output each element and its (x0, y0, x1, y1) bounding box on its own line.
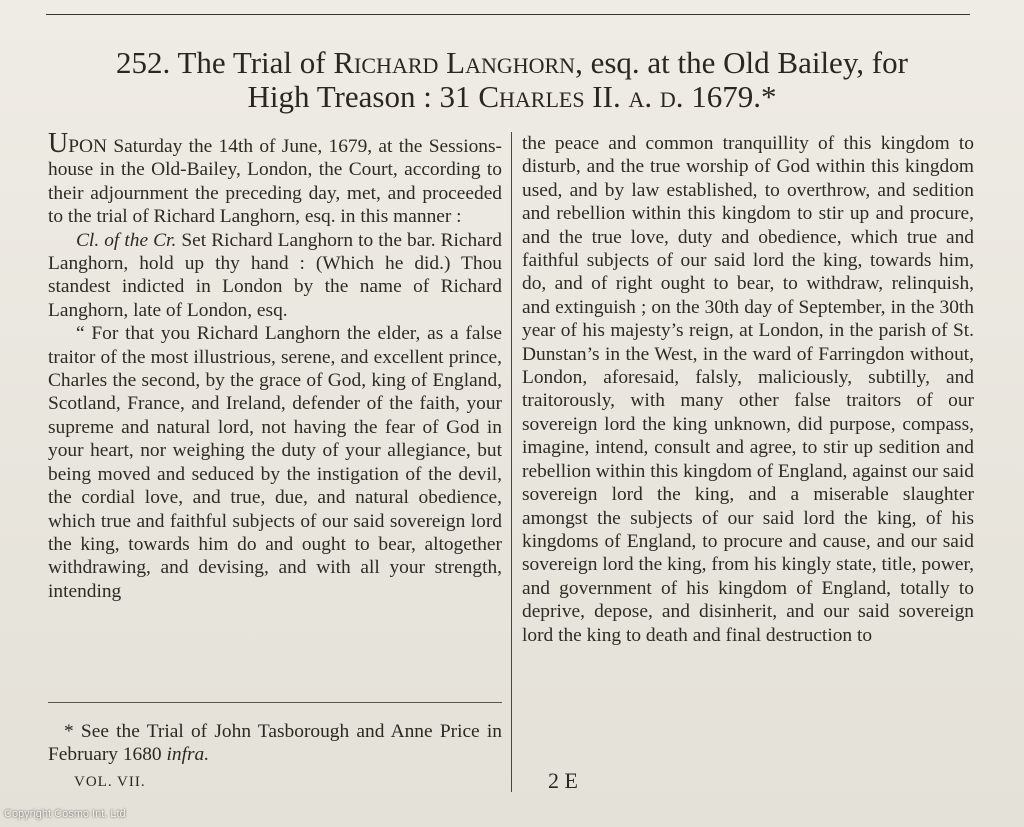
paragraph-opening (48, 128, 502, 229)
anno-domini: a. d. (628, 79, 684, 114)
drop-cap: U (48, 128, 69, 159)
king-name: Charles II. (478, 79, 621, 114)
clerk-text: Set Richard Langhorn to the bar. Richard Langhorn, hold up thy hand : (Which he did.) Thou standest indicted in London by the name of Richard Langhorn, late of London, esq. (48, 229, 502, 321)
footnote-italic: infra. (166, 744, 210, 766)
trial-number: 252. (116, 45, 171, 80)
volume-label: VOL. VII. (74, 774, 146, 790)
defendant-name: Richard Langhorn, (333, 45, 583, 80)
footnote-rule (48, 702, 502, 703)
title-year: 1679.* (691, 79, 777, 114)
copyright-watermark: Copyright Cosmo Int. Ltd (4, 808, 126, 820)
left-column (48, 128, 502, 603)
paragraph-clerk (48, 229, 502, 323)
speaker-label: Cl. of the Cr. (76, 229, 177, 251)
title-text-3: High Treason : 31 (247, 79, 471, 114)
opening-text: PON Saturday the 14th of June, 1679, at the Sessions-house in the Old-Bailey, London, the Court, according to their adjournment the preceding day, met, and proceeded to the trial of Richard Langhorn, esq. in this manner : (48, 136, 502, 228)
footnote-text: * See the Trial of John Tasborough and Anne Price in February 1680 (48, 721, 502, 766)
column-divider (511, 132, 512, 792)
right-column (522, 132, 974, 647)
top-rule (46, 14, 970, 15)
title-text-1: The Trial of (177, 45, 326, 80)
paragraph-indictment: “ For that you Richard Langhorn the elder, as a false traitor of the most illustrious, serene, and excellent prince, Charles the second, by the grace of God, king of England, Scotland, France, and Ireland, defender of the faith, your supreme and natural lord, not having the fear of God in your heart, nor weighing the duty of your allegiance, but being moved and seduced by the instigation of the devil, the cordial love, and true, due, and natural obedience, which true and faithful subjects of our said sovereign lord the king, towards him do and ought to bear, altogether withdrawing, and devising, and with all your strength, intending (48, 323, 502, 602)
paragraph-continued: the peace and common tranquillity of this kingdom to disturb, and the true worship of God within this kingdom used, and by law established, to overthrow, and sedition and rebellion within this kingdom to stir up and procure, and the true love, duty and obedience, which true and faithful subjects of our said lord the king, towards him, do, and of right ought to bear, to withdraw, relinquish, and extinguish ; on the 30th day of September, in the 30th year of his majesty’s reign, at London, in the parish of St. Dunstan’s in the West, in the ward of Farringdon without, London, aforesaid, falsly, maliciously, subtilly, and traitorously, with many other false traitors of our sovereign lord the king unknown, did purpose, compass, imagine, intend, consult and agree, to stir up sedition and rebellion within this kingdom of England, against our said sovereign lord the king, and a miserable slaughter amongst the subjects of our said lord the king, of his kingdoms of England, to procure and cause, and our said sovereign lord the king, from his kingly state, title, power, and government of his kingdom of England, totally to deprive, depose, and disinherit, and our said sovereign lord the king to death and final destruction to (522, 133, 974, 646)
footnote (48, 720, 502, 767)
title-text-2: esq. at the Old Bailey, for (590, 45, 908, 80)
page-title (40, 46, 984, 114)
signature-mark: 2 E (548, 768, 578, 793)
